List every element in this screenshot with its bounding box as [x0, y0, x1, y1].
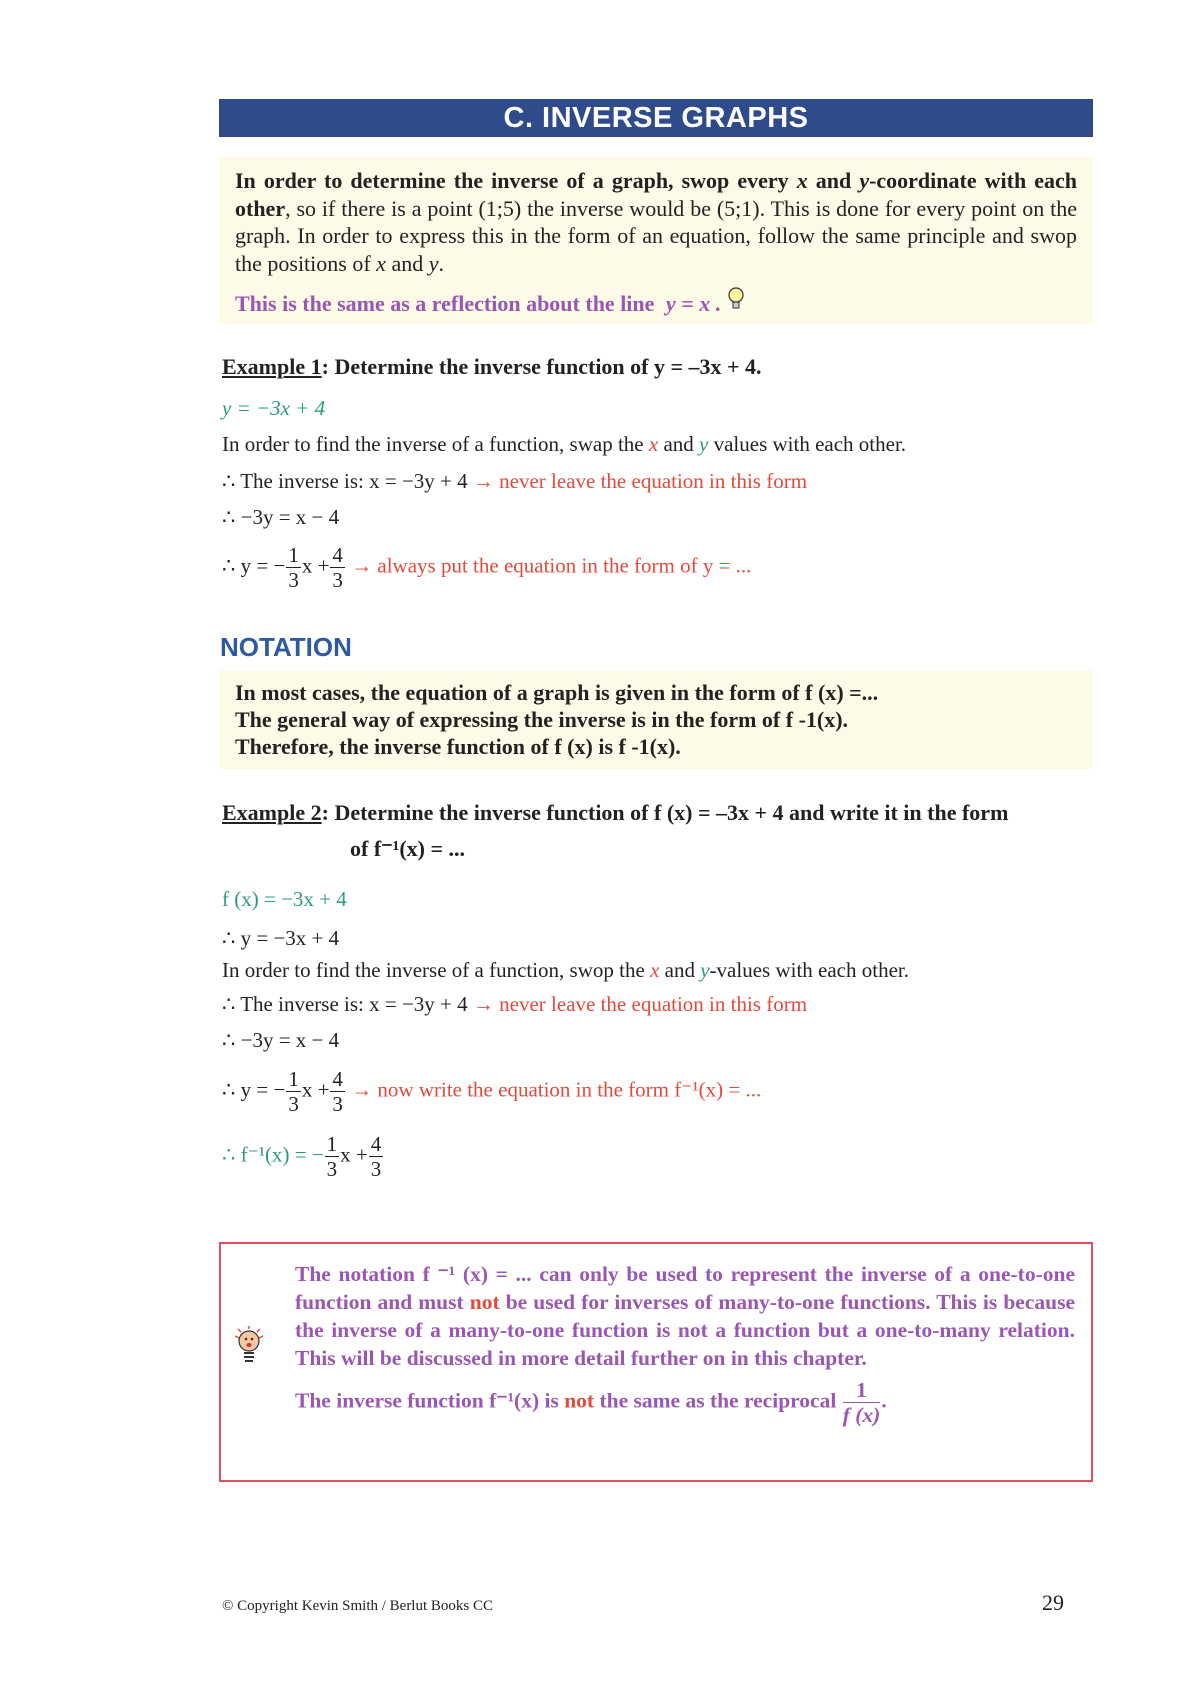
- reflection-text: This is the same as a reflection about the line: [235, 291, 655, 316]
- ex1-swap-line: [222, 432, 906, 457]
- word-and: and: [815, 168, 852, 193]
- text: -values with each other.: [709, 958, 909, 982]
- ex1-inverse: ∴ The inverse is: x = −3y + 4: [222, 469, 468, 493]
- denominator: f (x): [842, 1403, 881, 1427]
- example2-question-cont: of f⁻¹(x) = ...: [350, 836, 466, 861]
- warning-box: [219, 1242, 1093, 1482]
- denominator: 3: [332, 568, 343, 592]
- numerator: 4: [370, 1132, 382, 1156]
- ex1-step: ∴ −3y = x − 4: [222, 505, 340, 529]
- text: The notation f ⁻¹ (x) = ... can only be used to represent the inverse of a one-to-one function and must: [295, 1262, 1075, 1314]
- text: x +: [301, 553, 330, 578]
- ex2-step: ∴ −3y = x − 4: [222, 1028, 340, 1052]
- ex2-final: [222, 1132, 384, 1181]
- copyright-footer: © Copyright Kevin Smith / Berlut Books CC: [222, 1598, 493, 1614]
- warning-paragraph: [295, 1260, 1075, 1372]
- numerator: 1: [288, 543, 299, 567]
- example1-question: : Determine the inverse function of y = –3x + 4.: [321, 354, 762, 379]
- text: In order to find the inverse of a function, swop the: [222, 958, 645, 982]
- text: be used for inverses of many-to-one functions. This is because the inverse of a many-to-one function is not a function but a one-to-many relation. This will be discussed in more detail further on in this chapter.: [295, 1290, 1076, 1370]
- emphasis-not: not: [469, 1290, 500, 1314]
- fraction: [286, 1067, 301, 1116]
- emphasis-not: not: [564, 1388, 595, 1413]
- text: x +: [301, 1077, 330, 1102]
- fraction: [330, 1067, 345, 1116]
- text: In order to find the inverse of a function, swap the: [222, 432, 644, 456]
- var-y: y: [700, 958, 710, 982]
- numerator: 1: [288, 1067, 299, 1091]
- example2-question: : Determine the inverse function of f (x) = –3x + 4 and write it in the form: [321, 800, 1009, 825]
- text: the same as the reciprocal: [599, 1388, 837, 1413]
- ex1-equation: y = −3x + 4: [222, 396, 326, 420]
- notation-heading: NOTATION: [220, 632, 352, 662]
- intro-bold-tail: -coordinate with each other: [235, 168, 1078, 221]
- var-y: y: [859, 168, 870, 193]
- ex2-function: f (x) = −3x + 4: [222, 887, 347, 911]
- ex1-note: → always put the equation in the form of y = ...: [351, 553, 752, 578]
- ex2-step: ∴ y = −3x + 4: [222, 926, 340, 950]
- var-x: x: [796, 168, 808, 193]
- reflection-note: [235, 287, 1077, 318]
- text: values with each other.: [713, 432, 907, 456]
- intro-rest: , so if there is a point (1;5) the inverse would be (5;1). This is done for every point on the graph. In order to express this in the form of an equation, follow the same principle and swop the positions of: [235, 195, 1077, 276]
- text: x +: [340, 1142, 368, 1167]
- reflection-equation: y = x .: [665, 291, 722, 316]
- intro-box: [219, 157, 1093, 324]
- intro-paragraph: [235, 167, 1077, 277]
- notation-box: [219, 670, 1093, 769]
- example2-label: Example 2: [222, 800, 322, 825]
- notation-line: The general way of expressing the inverse is in the form of f -1(x).: [235, 707, 849, 732]
- ex2-note: → now write the equation in the form f⁻¹(x) = ...: [351, 1077, 762, 1102]
- denominator: 3: [288, 568, 299, 592]
- example1-label: Example 1: [222, 354, 322, 379]
- text: and: [664, 958, 695, 982]
- fraction: [843, 1378, 881, 1427]
- fraction: [325, 1132, 340, 1181]
- numerator: 1: [843, 1378, 881, 1403]
- notation-line: Therefore, the inverse function of f (x) is f -1(x).: [235, 734, 681, 759]
- ex1-result: [222, 543, 751, 592]
- denominator: 3: [332, 1092, 343, 1116]
- lightbulb-icon: [727, 291, 745, 316]
- text: ∴ y = −: [222, 553, 286, 578]
- ex2-swap-line: [222, 958, 909, 983]
- var-y: y: [699, 432, 709, 456]
- numerator: 1: [326, 1132, 338, 1156]
- worried-lightbulb-icon: [232, 1326, 266, 1375]
- word-and: and: [391, 250, 424, 276]
- var-y: y: [428, 250, 439, 276]
- text: ∴ f⁻¹(x) = −: [222, 1142, 324, 1167]
- reciprocal-note: The inverse function f⁻¹(x) is not the same as the reciprocal $\frac{1}{f (x)}$ .: [295, 1378, 887, 1427]
- var-x: x: [650, 958, 660, 982]
- denominator: 3: [288, 1092, 299, 1116]
- ex2-inverse: ∴ The inverse is: x = −3y + 4: [222, 992, 468, 1016]
- period: .: [438, 250, 444, 276]
- example1-title: [222, 354, 762, 380]
- ex2-inverse-line: [222, 992, 807, 1017]
- fraction: [286, 543, 301, 592]
- var-x: x: [648, 432, 659, 456]
- intro-bold: In order to determine the inverse of a graph, swop every: [235, 168, 789, 193]
- fraction: [369, 1132, 384, 1181]
- text: and: [663, 432, 694, 456]
- denominator: 3: [326, 1157, 338, 1181]
- ex1-note: → never leave the equation in this form: [472, 469, 808, 493]
- text: ∴ y = −: [222, 1077, 286, 1102]
- ex1-inverse-line: [222, 469, 807, 494]
- notation-line: In most cases, the equation of a graph is given in the form of f (x) =...: [235, 680, 879, 705]
- example2-title: [222, 800, 1008, 826]
- fraction: [330, 543, 345, 592]
- text: The inverse function f⁻¹(x) is: [295, 1388, 559, 1413]
- page-number: 29: [1042, 1590, 1064, 1615]
- ex2-note: → never leave the equation in this form: [472, 992, 808, 1016]
- section-header: C. INVERSE GRAPHS: [219, 99, 1093, 137]
- numerator: 4: [332, 1067, 343, 1091]
- var-x: x: [376, 250, 386, 276]
- numerator: 4: [332, 543, 343, 567]
- ex2-result: [222, 1067, 761, 1116]
- denominator: 3: [370, 1157, 382, 1181]
